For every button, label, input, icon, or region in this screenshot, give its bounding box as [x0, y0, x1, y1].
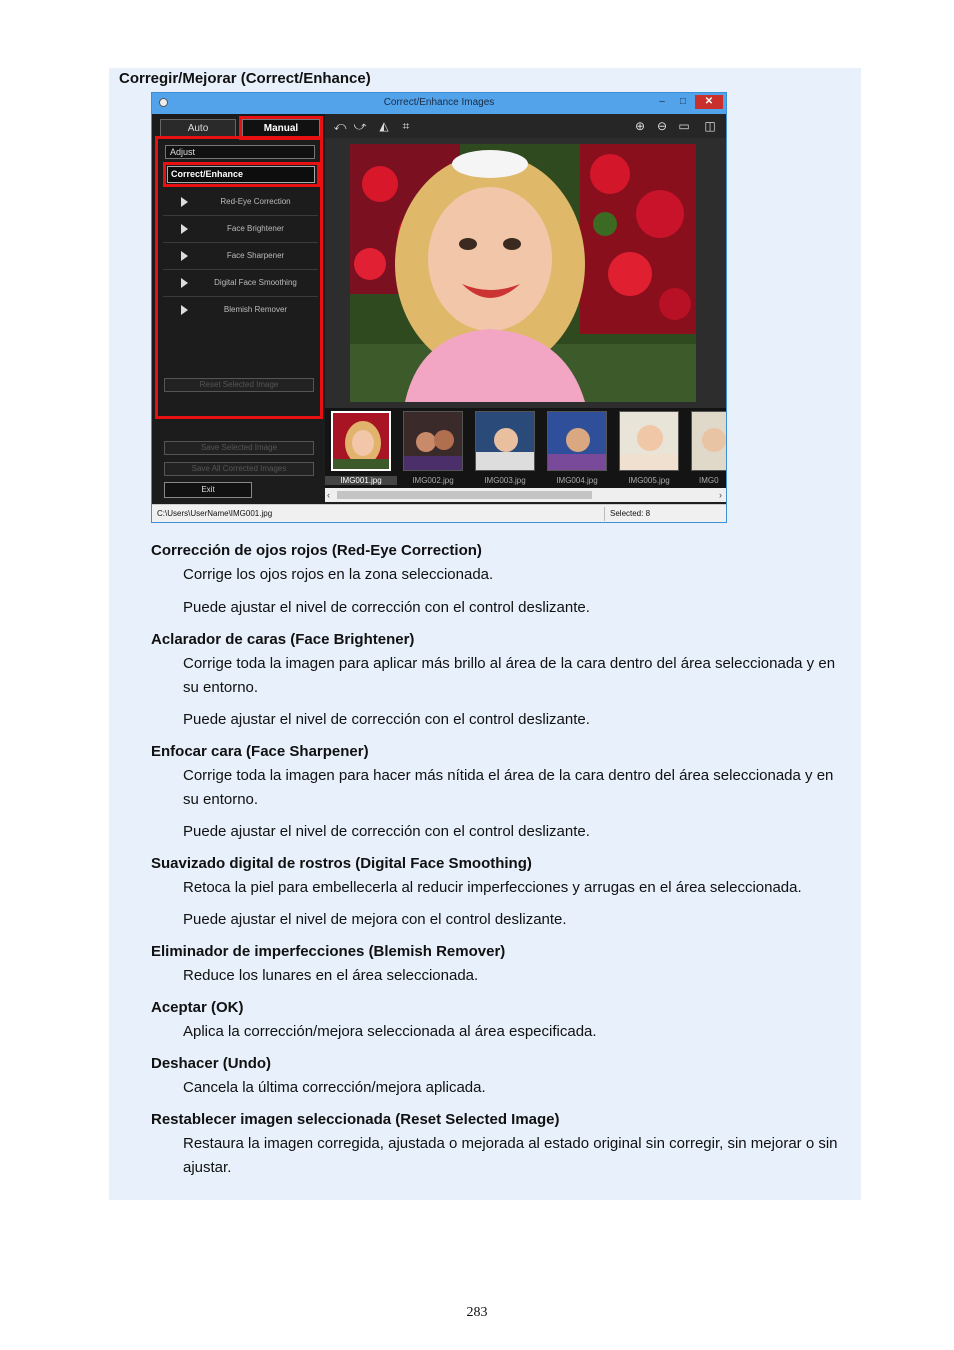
correct-enhance-highlight: [163, 162, 320, 187]
status-bar: [152, 504, 726, 523]
tool-label: Red-Eye Correction: [220, 197, 291, 206]
tool-red-eye-correction[interactable]: [163, 189, 318, 216]
full-screen-icon[interactable]: ▭: [678, 119, 690, 133]
tool-digital-face-smoothing[interactable]: [163, 270, 318, 297]
thumbnail-label: IMG0: [699, 476, 719, 485]
tab-manual[interactable]: Manual: [242, 119, 320, 137]
status-file-path: C:\Users\UserName\IMG001.jpg: [157, 509, 273, 518]
description: Corrige toda la imagen para aplicar más brillo al área de la cara dentro del área seleccionada y en su entorno.: [183, 655, 836, 696]
page-number: 283: [466, 1305, 488, 1320]
description: Corrige toda la imagen para hacer más nítida el área de la cara dentro del área seleccionada y en su entorno.: [183, 767, 834, 808]
save-all-corrected-images-button[interactable]: Save All Corrected Images: [164, 462, 314, 476]
tab-auto[interactable]: Auto: [160, 119, 236, 137]
thumbnail[interactable]: [475, 411, 535, 471]
thumbnail-label: IMG002.jpg: [412, 476, 454, 485]
thumbnail-strip: [325, 408, 726, 488]
tool-face-sharpener[interactable]: [163, 243, 318, 270]
description: Puede ajustar el nivel de corrección con el control deslizante.: [183, 711, 590, 728]
term-ok: Aceptar (OK): [151, 999, 244, 1016]
thumbnail[interactable]: [331, 411, 391, 471]
thumbnail-label: IMG005.jpg: [628, 476, 670, 485]
description: Cancela la última corrección/mejora aplicada.: [183, 1079, 486, 1096]
tool-label: Digital Face Smoothing: [214, 278, 297, 287]
term-reset-selected-image: Restablecer imagen seleccionada (Reset Selected Image): [151, 1111, 560, 1128]
tool-label: Face Sharpener: [226, 251, 285, 260]
image-viewer[interactable]: [325, 138, 726, 408]
rotate-left-icon[interactable]: ⤺: [333, 119, 347, 133]
description: Puede ajustar el nivel de corrección con el control deslizante.: [183, 599, 590, 616]
thumbnail[interactable]: [547, 411, 607, 471]
description: Retoca la piel para embellecerla al reducir imperfecciones y arrugas en el área seleccionada.: [183, 879, 802, 896]
rotate-right-icon[interactable]: ⤻: [353, 119, 367, 133]
status-divider: [604, 507, 605, 521]
zoom-in-icon[interactable]: ⊕: [634, 119, 646, 133]
maximize-button[interactable]: □: [679, 96, 687, 107]
thumbnail[interactable]: [619, 411, 679, 471]
left-panel: [152, 114, 325, 504]
thumbnail[interactable]: [403, 411, 463, 471]
tool-blemish-remover[interactable]: [163, 297, 318, 323]
thumbnail-label: IMG003.jpg: [484, 476, 526, 485]
flip-icon[interactable]: ◭: [379, 119, 389, 133]
play-arrow-icon: [181, 278, 188, 288]
thumbnail[interactable]: [691, 411, 727, 471]
image-toolbar: [325, 114, 726, 138]
description: Puede ajustar el nivel de mejora con el control deslizante.: [183, 911, 567, 928]
description: Reduce los lunares en el área seleccionada.: [183, 967, 479, 984]
tool-label: Face Brightener: [227, 224, 284, 233]
term-blemish-remover: Eliminador de imperfecciones (Blemish Remover): [151, 943, 506, 960]
save-selected-image-button[interactable]: Save Selected Image: [164, 441, 314, 455]
term-undo: Deshacer (Undo): [151, 1055, 272, 1072]
close-button[interactable]: ✕: [695, 95, 723, 109]
minimize-button[interactable]: –: [659, 96, 665, 107]
reset-selected-image-button[interactable]: Reset Selected Image: [164, 378, 314, 392]
tool-label: Blemish Remover: [223, 305, 288, 314]
title-bar[interactable]: [152, 93, 726, 114]
term-face-brightener: Aclarador de caras (Face Brightener): [151, 631, 415, 648]
thumbnail-label: IMG004.jpg: [556, 476, 598, 485]
zoom-out-icon[interactable]: ⊖: [656, 119, 668, 133]
scroll-right-icon[interactable]: ›: [719, 490, 722, 500]
play-arrow-icon: [181, 224, 188, 234]
tool-face-brightener[interactable]: [163, 216, 318, 243]
adjust-button[interactable]: Adjust: [165, 145, 315, 159]
description: Restaura la imagen corregida, ajustada o mejorada al estado original sin corregir, sin mejorar o sin ajustar.: [183, 1135, 838, 1176]
main-photo: [350, 144, 696, 402]
crop-icon[interactable]: ⌗: [402, 119, 410, 133]
compare-view-icon[interactable]: ◫: [704, 119, 716, 133]
thumbnail-label: IMG001.jpg: [325, 476, 397, 485]
term-digital-face-smoothing: Suavizado digital de rostros (Digital Face Smoothing): [151, 855, 532, 872]
description: Corrige los ojos rojos en la zona seleccionada.: [183, 566, 494, 583]
term-face-sharpener: Enfocar cara (Face Sharpener): [151, 743, 369, 760]
section-heading: Corregir/Mejorar (Correct/Enhance): [119, 70, 371, 87]
scroll-left-icon[interactable]: ‹: [327, 490, 330, 500]
exit-button[interactable]: Exit: [164, 482, 252, 498]
play-arrow-icon: [181, 251, 188, 261]
term-red-eye-correction: Corrección de ojos rojos (Red-Eye Correction): [151, 542, 482, 559]
description: Puede ajustar el nivel de corrección con el control deslizante.: [183, 823, 590, 840]
status-selected-count: Selected: 8: [610, 509, 651, 518]
app-window: [151, 92, 727, 523]
window-title: Correct/Enhance Images: [383, 97, 495, 108]
description: Aplica la corrección/mejora seleccionada al área especificada.: [183, 1023, 597, 1040]
scrollbar-thumb[interactable]: [337, 491, 592, 499]
play-arrow-icon: [181, 305, 188, 315]
correct-enhance-button[interactable]: Correct/Enhance: [167, 166, 315, 183]
play-arrow-icon: [181, 197, 188, 207]
thumbnail-scrollbar[interactable]: [325, 488, 726, 502]
